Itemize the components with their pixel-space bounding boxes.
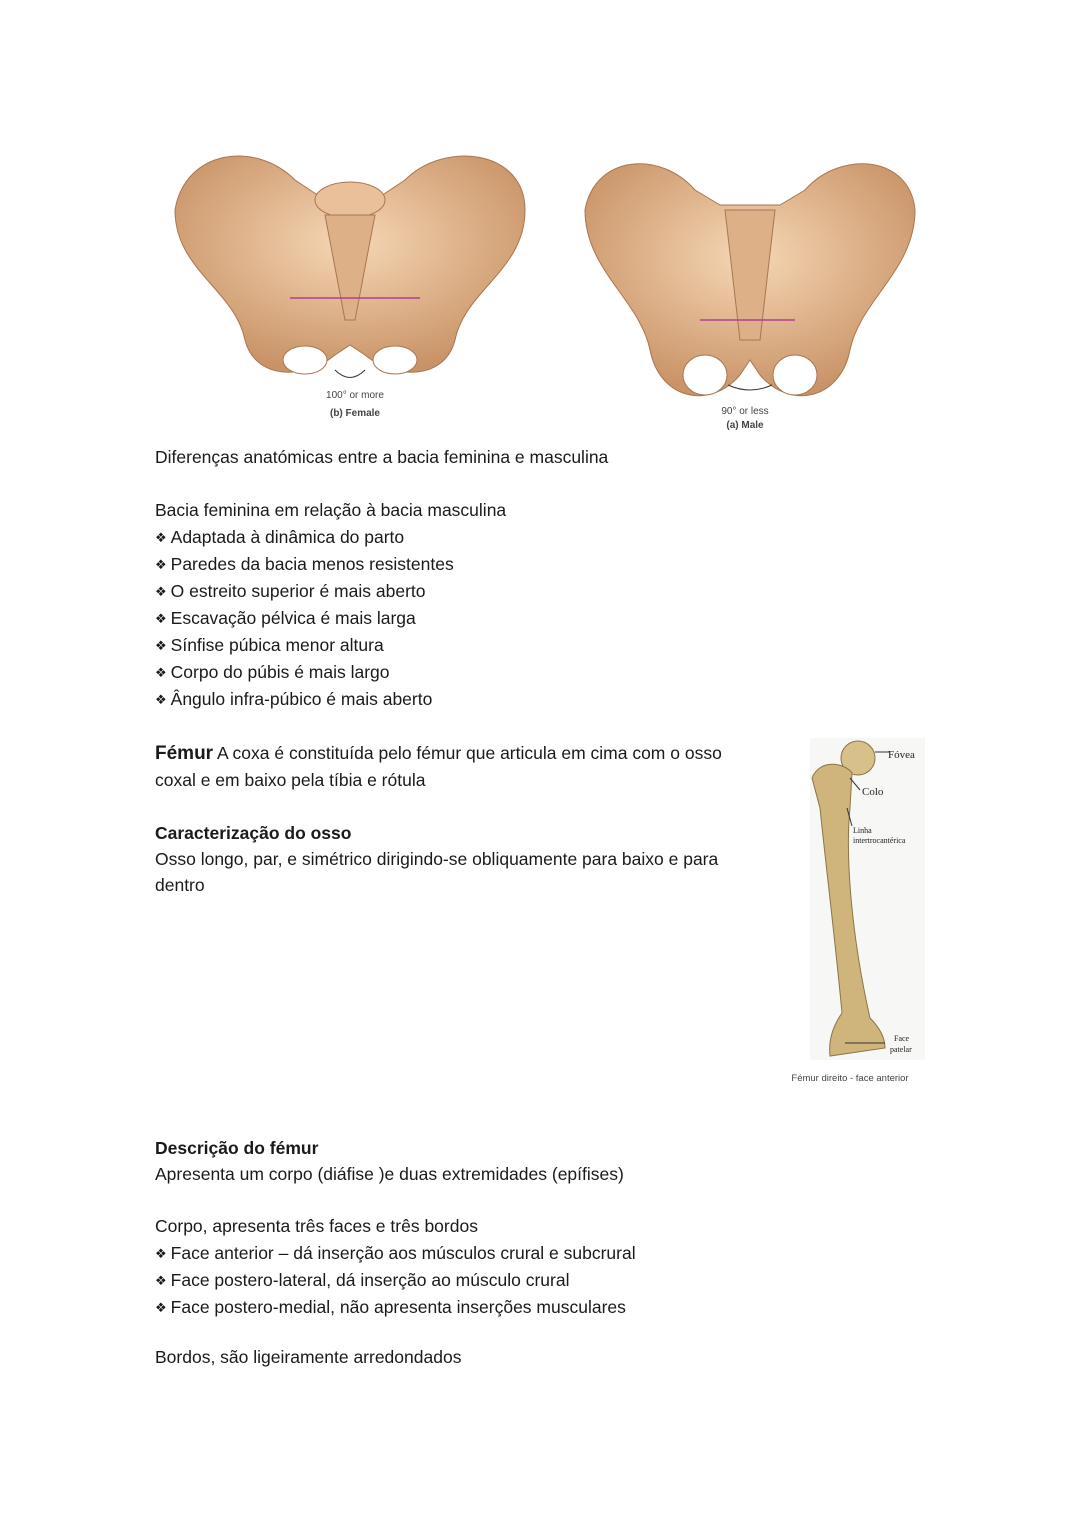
list-item: ❖ Face anterior – dá inserção aos músculos crural e subcrural [155, 1240, 636, 1268]
femur-term: Fémur [155, 743, 214, 764]
body-heading: Corpo, apresenta três faces e três bordos [155, 1216, 478, 1236]
male-pelvis-illustration [580, 150, 920, 410]
femur-intro-line2: coxal e em baixo pela tíbia e rótula [155, 770, 426, 790]
male-angle-label: 90° or less [721, 406, 769, 417]
fovea-label: Fóvea [888, 749, 915, 761]
list-item: ❖ Adaptada à dinâmica do parto [155, 524, 404, 552]
femur-figure [790, 738, 930, 1088]
list-item: ❖ Corpo do púbis é mais largo [155, 659, 390, 687]
list-item: ❖ Paredes da bacia menos resistentes [155, 551, 454, 579]
description-heading: Descrição do fémur [155, 1138, 319, 1158]
intertrocanterica-label: intertrocantérica [853, 836, 906, 845]
description-line: Apresenta um corpo (diáfise )e duas extremidades (epífises) [155, 1164, 624, 1184]
colo-label: Colo [862, 786, 884, 798]
characterization-line2: dentro [155, 875, 205, 895]
characterization-line1: Osso longo, par, e simétrico dirigindo-se obliquamente para baixo e para [155, 849, 719, 869]
femur-intro [155, 740, 722, 767]
patelar-label: patelar [890, 1045, 912, 1054]
pelvis-caption: Diferenças anatómicas entre a bacia feminina e masculina [155, 447, 609, 467]
female-pelvis-figure [165, 140, 535, 430]
list-item: ❖ O estreito superior é mais aberto [155, 578, 426, 606]
list-item: ❖ Face postero-medial, não apresenta inserções musculares [155, 1294, 626, 1322]
female-label: (b) Female [329, 408, 380, 419]
male-label: (a) Male [726, 420, 764, 431]
female-angle-label: 100° or more [326, 390, 384, 401]
femur-intro-text: A coxa é constituída pelo fémur que articula em cima com o osso [213, 743, 722, 763]
femur-illustration [790, 738, 930, 1063]
female-pelvis-illustration [165, 140, 535, 390]
femur-caption: Fémur direito - face anterior [791, 1073, 909, 1084]
comparison-heading: Bacia feminina em relação à bacia masculina [155, 500, 507, 520]
list-item: ❖ Sínfise púbica menor altura [155, 632, 384, 660]
list-item: ❖ Escavação pélvica é mais larga [155, 605, 416, 633]
linha-label: Linha [853, 826, 872, 835]
list-item: ❖ Face postero-lateral, dá inserção ao músculo crural [155, 1267, 569, 1295]
male-pelvis-figure [580, 150, 920, 440]
face-label: Face [894, 1034, 910, 1043]
characterization-heading: Caracterização do osso [155, 823, 352, 843]
edges-text: Bordos, são ligeiramente arredondados [155, 1347, 462, 1367]
list-item: ❖ Ângulo infra-púbico é mais aberto [155, 686, 432, 714]
